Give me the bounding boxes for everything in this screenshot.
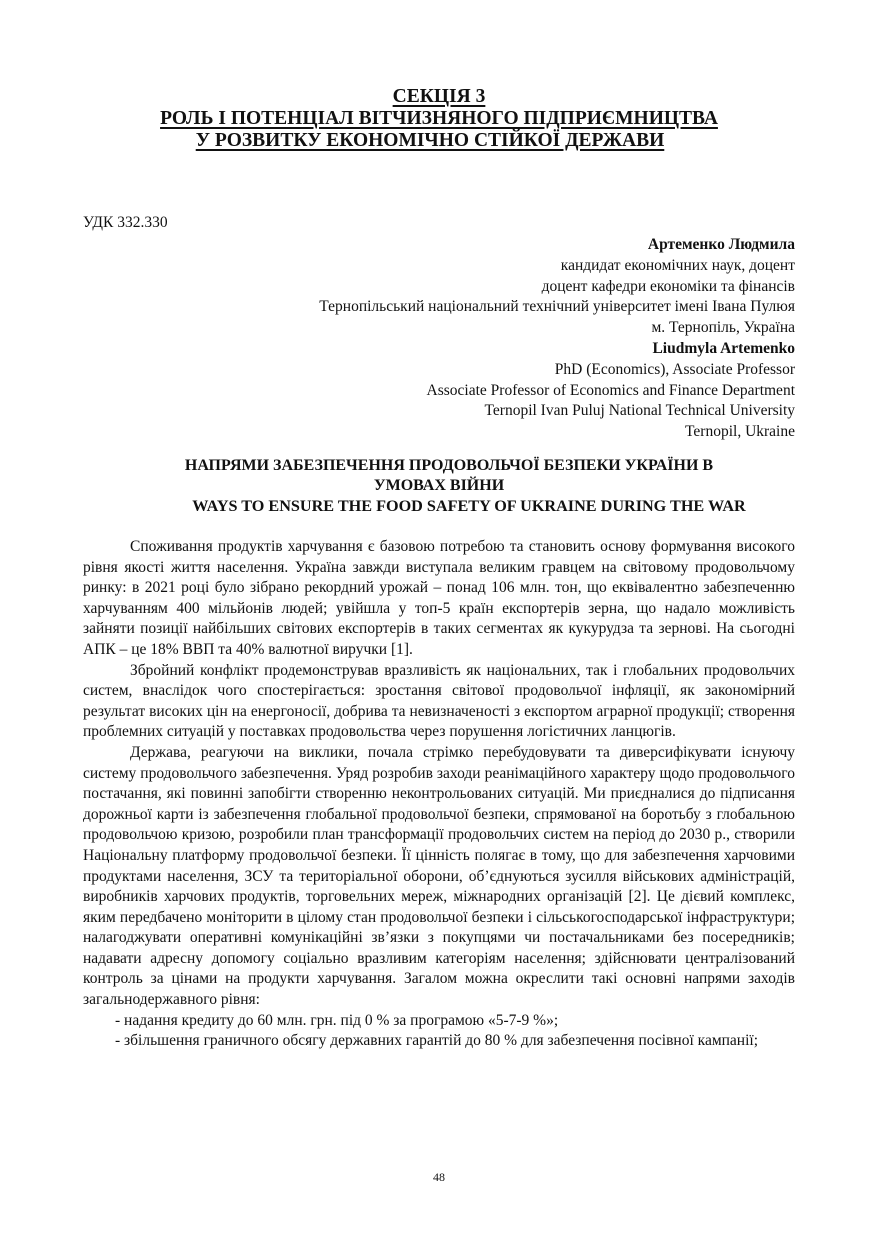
section-number: СЕКЦІЯ 3 [392,86,486,107]
article-title-uk-line-1: НАПРЯМИ ЗАБЕЗПЕЧЕННЯ ПРОДОВОЛЬЧОЇ БЕЗПЕКИ УКРАЇНИ В [184,457,714,474]
list-item: - надання кредиту до 60 млн. грн. під 0 % за програмою «5-7-9 %»; [115,1011,559,1029]
paragraph: Споживання продуктів харчування є базовою потребою та становить основу формування високого рівня якості життя населення. Україна завжди виступала великим гравцем на світовому продовольчому ринку: в 2021 році було зібрано рекордний урожай – понад 106 млн. тон, що еквівалентно забезпеченню харчуванням 400 мільйонів людей; увійшла у топ-5 країн експортерів зерна, що надало можливість зайняти позиції найбільших світових експортерів в таких сегментах як кукурудза та зернові. На сьогодні АПК – це 18% ВВП та 40% валютної виручки [1]. [83,538,795,658]
section-title-line-1: РОЛЬ І ПОТЕНЦІАЛ ВІТЧИЗНЯНОГО ПІДПРИЄМНИЦТВА [160,108,718,129]
author-degree-uk: кандидат економічних наук, доцент [560,256,795,274]
author-block [83,235,795,443]
author-university-uk: Тернопільський національний технічний університет імені Івана Пулюя [319,298,795,316]
paragraph: Збройний конфлікт продемонстрував вразливість як національних, так і глобальних продовольчих систем, внаслідок чого спостерігається: зростання світової продовольчої інфляції, як закономірний результат високих цін на енергоносії, добрива та невизначеності з експортом аграрної продукції; створення проблемних ситуацій у поставках продовольства через порушення логістичних ланцюгів. [83,661,795,741]
paragraph: Держава, реагуючи на виклики, почала стрімко перебудовувати та диверсифікувати існуючу систему продовольчого забезпечення. Уряд розробив заходи реанімаційного характеру щодо продовольчого постачання, які повинні запобігти створенню неконтрольованих ситуацій. Ми приєдналися до підписання дорожньої карти із забезпечення глобальної продовольчої безпеки, спрямованої на боротьбу з глобальною продовольчою кризою, розробили план трансформації продовольчих систем на період до 2030 р., створили Національну платформу продовольчої безпеки. Її цінність полягає в тому, що для забезпечення харчовими продуктами населення, ЗСУ та територіальної оборони, об’єднуються зусилля військових адміністрацій, виробників харчових продуктів, торговельних мереж, міжнародних організацій [2]. Це дієвий комплекс, яким передбачено моніторити в цілому стан продовольчої безпеки і сільськогосподарської інфраструктури; налагоджувати оперативні комунікаційні зв’язки з покупцями чи постачальниками без посередників; надавати адресну допомогу соціально вразливим категоріям населення; здійснювати централізований контроль за цінами на продукти харчування. Загалом можна окреслити такі основні напрями заходів загальнодержавного рівня: [83,743,795,1009]
author-degree-en: PhD (Economics), Associate Professor [554,360,795,378]
section-title-line-2: У РОЗВИТКУ ЕКОНОМІЧНО СТІЙКОЇ ДЕРЖАВИ [195,130,665,151]
udk-code: УДК 332.330 [83,214,168,231]
author-name-en: Liudmyla Artemenko [652,339,795,357]
article-body [83,537,795,1052]
author-city-uk: м. Тернопіль, Україна [651,319,795,337]
document-page [83,0,795,1240]
author-position-uk: доцент кафедри економіки та фінансів [541,277,795,295]
list-item: - збільшення граничного обсягу державних гарантій до 80 % для забезпечення посівної кампанії; [115,1032,759,1050]
page-number: 48 [433,1170,445,1184]
article-title-uk-line-2: УМОВАХ ВІЙНИ [373,477,505,494]
author-name-uk: Артеменко Людмила [647,236,795,253]
article-title [83,456,795,516]
author-city-en: Ternopil, Ukraine [685,423,795,441]
author-university-en: Ternopil Ivan Puluj National Technical University [484,402,795,420]
article-title-en: WAYS TO ENSURE THE FOOD SAFETY OF UKRAINE DURING THE WAR [192,497,746,515]
section-heading [83,86,795,152]
author-position-en: Associate Professor of Economics and Finance Department [426,381,795,399]
